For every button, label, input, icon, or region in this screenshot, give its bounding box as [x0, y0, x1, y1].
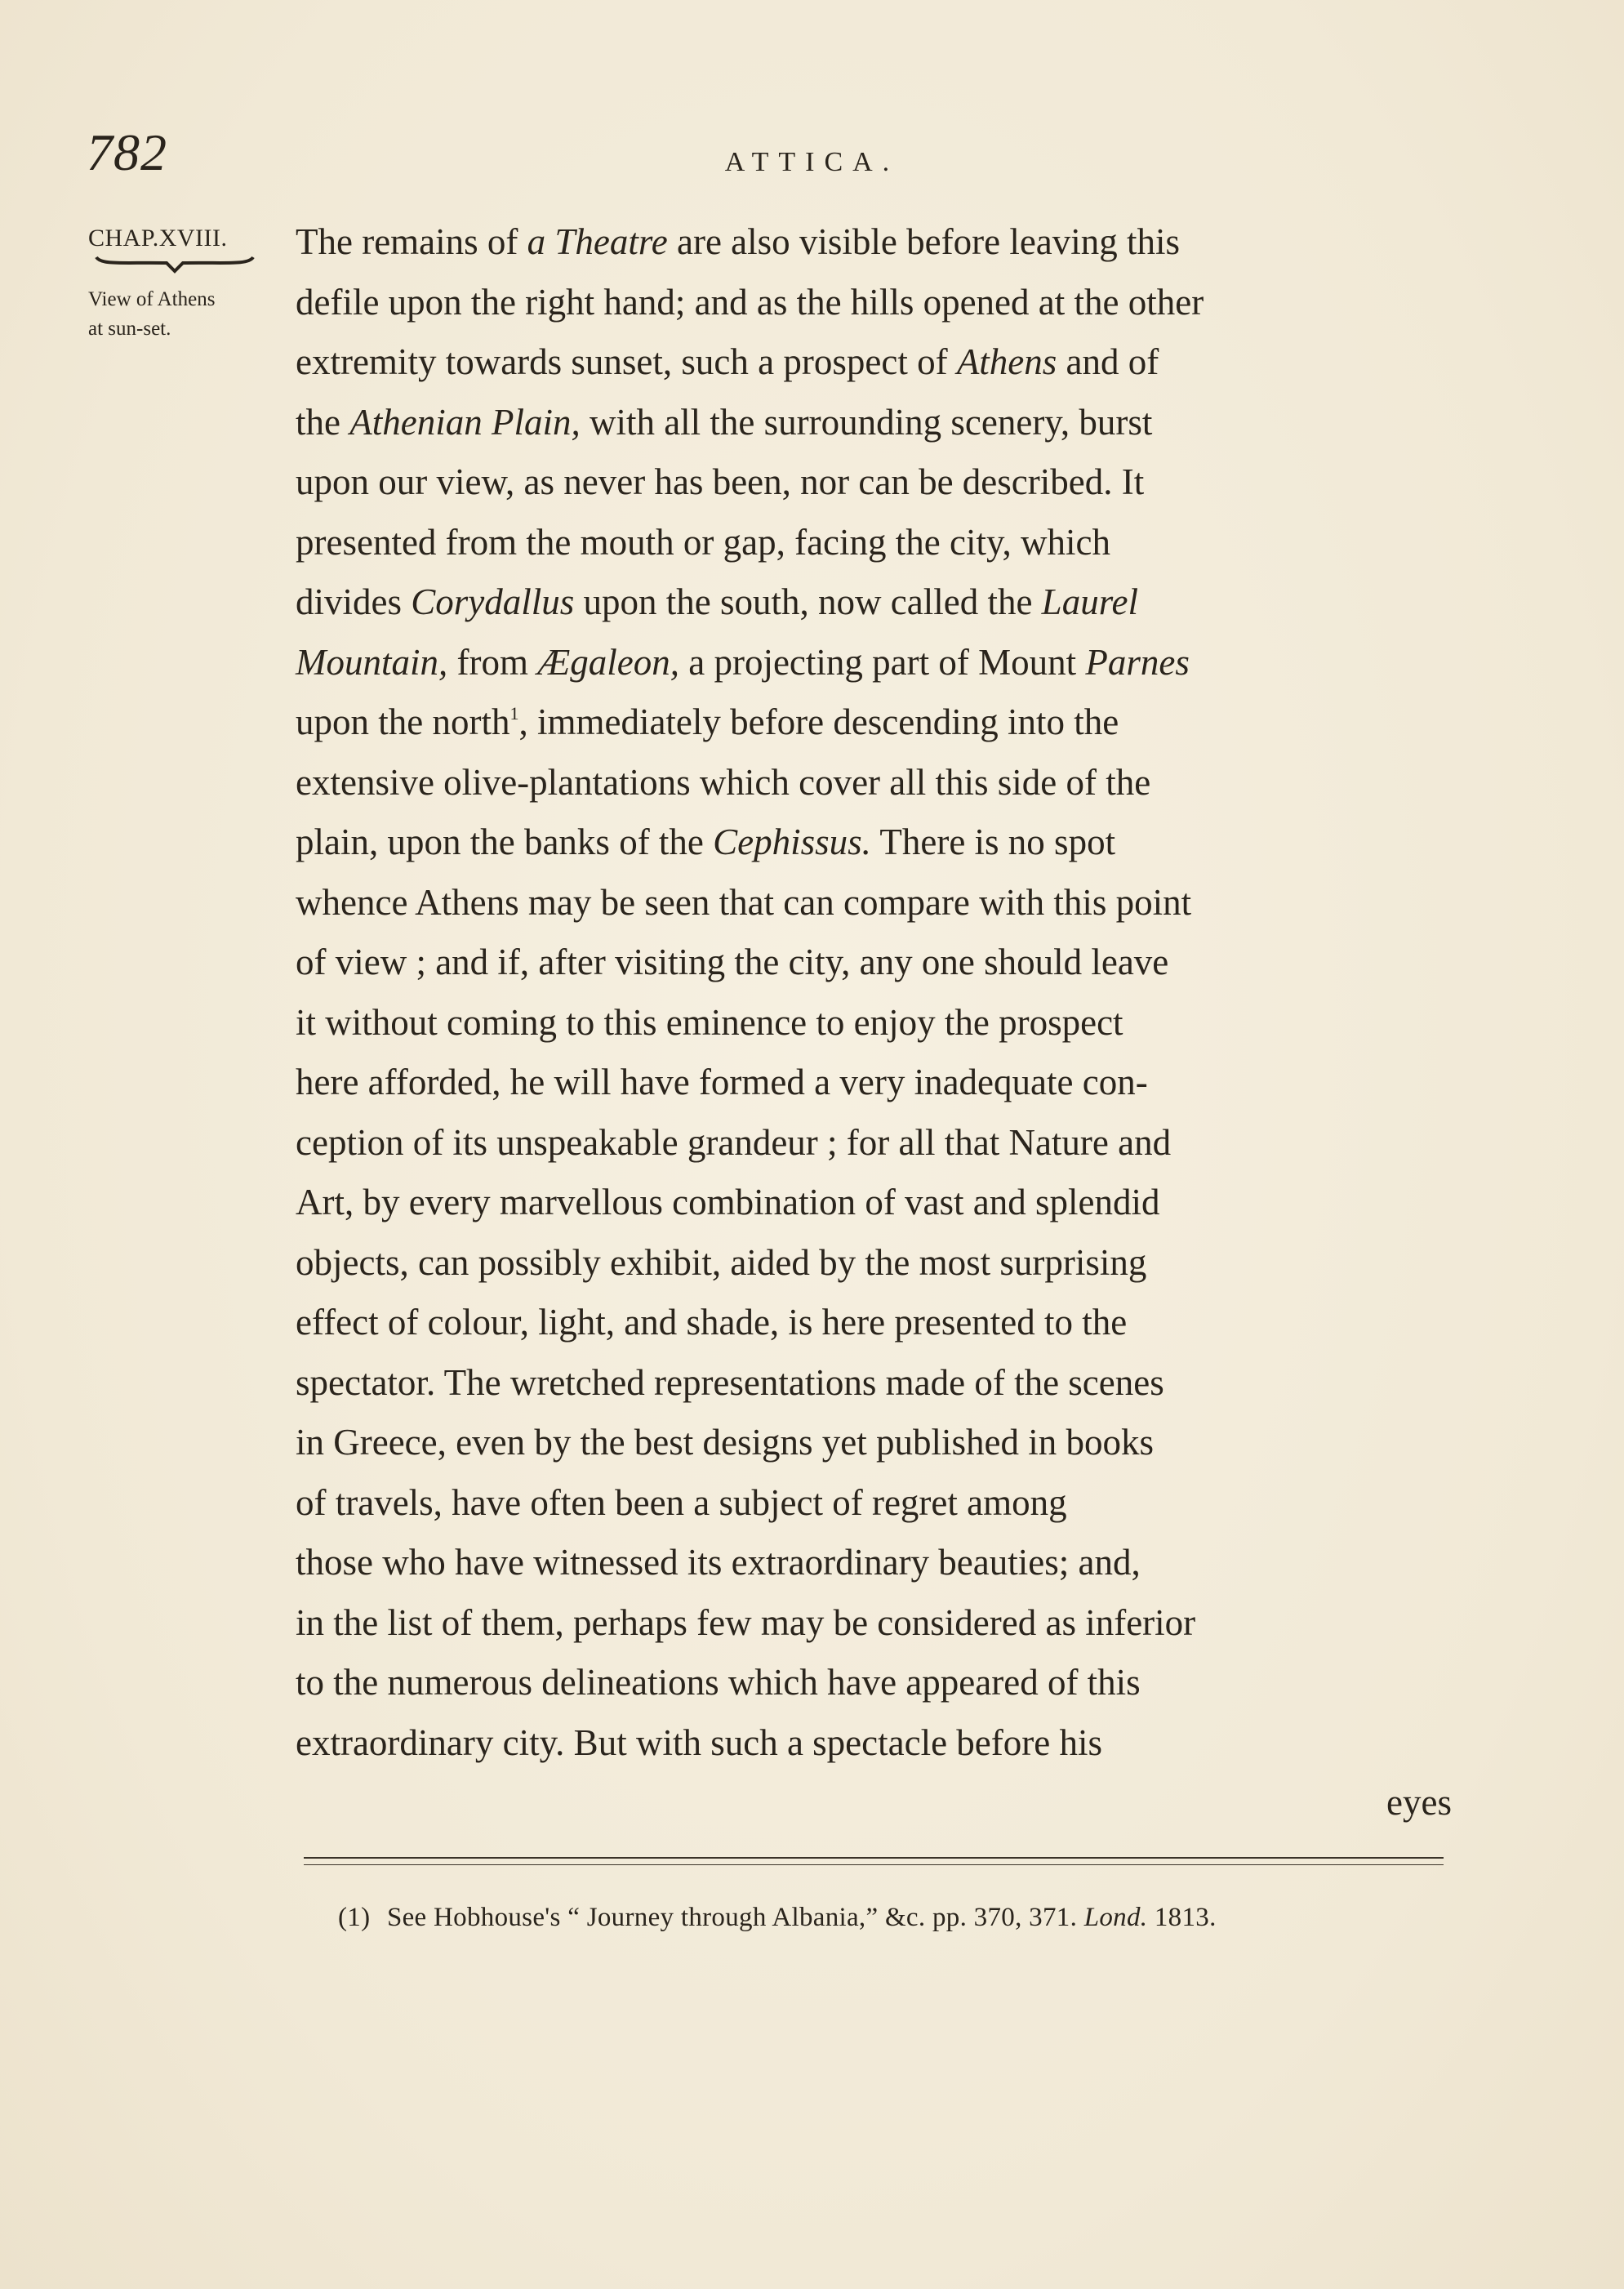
- body-text: [296, 212, 1452, 1833]
- text-segment: upon our view, as never has been, nor can be described. It: [296, 461, 1145, 502]
- text-line: [296, 1593, 1452, 1654]
- text-line: [296, 1413, 1452, 1473]
- text-segment: a projecting part of Mount: [679, 641, 1086, 683]
- text-segment: in the list of them, perhaps few may be considered as inferior: [296, 1601, 1196, 1643]
- text-line: [296, 1293, 1452, 1353]
- text-line: [296, 332, 1452, 393]
- text-segment: upon the south, now called the: [574, 581, 1042, 622]
- text-segment: extraordinary city. But with such a spectacle before his: [296, 1721, 1102, 1763]
- text-segment: upon the north: [296, 701, 510, 742]
- text-line: [296, 1653, 1452, 1713]
- italic-text: Athens: [956, 341, 1057, 382]
- text-line: [296, 873, 1452, 933]
- text-line: [296, 1053, 1452, 1113]
- footnote-place: Lond.: [1083, 1903, 1148, 1932]
- text-line: [296, 633, 1452, 693]
- text-line: [296, 1233, 1452, 1294]
- text-segment: of travels, have often been a subject of regret among: [296, 1481, 1067, 1523]
- text-line: [296, 393, 1452, 453]
- sidenote-line: View of Athens: [88, 288, 216, 310]
- text-segment: eyes: [1386, 1782, 1452, 1823]
- text-segment: from: [447, 641, 538, 683]
- footnote-year: 1813.: [1154, 1903, 1217, 1932]
- text-line: [296, 1533, 1452, 1593]
- text-segment: in Greece, even by the best designs yet published in books: [296, 1422, 1155, 1463]
- text-segment: ception of its unspeakable grandeur ; for all that Nature and: [296, 1121, 1172, 1163]
- text-segment: effect of colour, light, and shade, is here presented to the: [296, 1302, 1128, 1343]
- text-segment: There is no spot: [870, 822, 1116, 862]
- footnote-text: See Hobhouse's: [386, 1903, 561, 1932]
- text-line: [296, 813, 1452, 873]
- page-number: 782: [87, 123, 167, 181]
- footnote: [338, 1903, 1217, 1933]
- text-line: [296, 452, 1452, 513]
- text-segment: objects, can possibly exhibit, aided by the most surprising: [296, 1241, 1147, 1283]
- footnote-rule: [304, 1857, 1444, 1859]
- italic-text: Cephissus.: [713, 822, 871, 862]
- running-head: ATTICA.: [724, 147, 900, 177]
- text-line: [296, 513, 1452, 573]
- text-segment: defile upon the right hand; and as the hills opened at the other: [296, 281, 1204, 323]
- text-segment: it without coming to this eminence to enjoy the prospect: [296, 1001, 1123, 1043]
- text-line: [296, 933, 1452, 993]
- margin-note: [88, 225, 268, 344]
- text-line: [296, 572, 1452, 633]
- italic-text: Ægaleon,: [537, 641, 679, 683]
- text-segment: with all the surrounding scenery, burst: [580, 401, 1153, 443]
- text-segment: to the numerous delineations which have appeared of this: [296, 1662, 1141, 1703]
- footnote-number: (1): [338, 1903, 371, 1932]
- footnote-rule: [304, 1864, 1444, 1865]
- italic-text: Mountain,: [296, 641, 448, 683]
- italic-text: a Theatre: [527, 221, 668, 262]
- text-segment: whence Athens may be seen that can compare with this point: [296, 881, 1192, 923]
- text-segment: presented from the mouth or gap, facing the city, which: [296, 521, 1111, 563]
- text-segment: extensive olive-plantations which cover all this side of the: [296, 761, 1151, 803]
- italic-text: Parnes: [1085, 641, 1190, 683]
- text-line: [296, 753, 1452, 813]
- text-line: [296, 692, 1452, 753]
- text-segment: the: [296, 401, 350, 443]
- chapter-label: CHAP.XVIII.: [88, 225, 228, 252]
- text-line: [296, 212, 1452, 273]
- italic-text: Corydallus: [411, 581, 575, 622]
- text-segment: The remains of: [296, 221, 527, 262]
- text-segment: , immediately before descending into the: [518, 701, 1119, 742]
- italic-text: Laurel: [1041, 581, 1139, 622]
- text-segment: here afforded, he will have formed a very inadequate con-: [296, 1062, 1148, 1102]
- text-segment: spectator. The wretched representations made of the scenes: [296, 1361, 1164, 1403]
- text-line: [296, 1113, 1452, 1173]
- text-segment: divides: [296, 581, 412, 622]
- text-segment: extremity towards sunset, such a prospect of: [296, 341, 957, 382]
- text-line: [296, 1173, 1452, 1233]
- text-line: [296, 273, 1452, 333]
- italic-text: Athenian Plain,: [349, 401, 581, 443]
- footnote-title: “ Journey through Albania,”: [567, 1903, 879, 1932]
- text-segment: and of: [1057, 341, 1159, 382]
- text-line: [296, 1353, 1452, 1414]
- text-segment: plain, upon the banks of the: [296, 822, 714, 862]
- sidenote-line: at sun-set.: [88, 318, 171, 340]
- text-line: [296, 1773, 1452, 1833]
- text-line: [296, 1473, 1452, 1534]
- text-segment: those who have witnessed its extraordinary beauties; and,: [296, 1542, 1141, 1583]
- text-line: [296, 993, 1452, 1053]
- text-segment: of view ; and if, after visiting the city, any one should leave: [296, 942, 1169, 982]
- text-segment: Art, by every marvellous combination of vast and splendid: [296, 1182, 1160, 1222]
- text-segment: are also visible before leaving this: [667, 221, 1181, 262]
- footnote-text: &c. pp. 370, 371.: [884, 1903, 1078, 1932]
- text-line: [296, 1713, 1452, 1774]
- brace-ornament-icon: [93, 254, 256, 274]
- footnote-ref: 1: [509, 703, 519, 724]
